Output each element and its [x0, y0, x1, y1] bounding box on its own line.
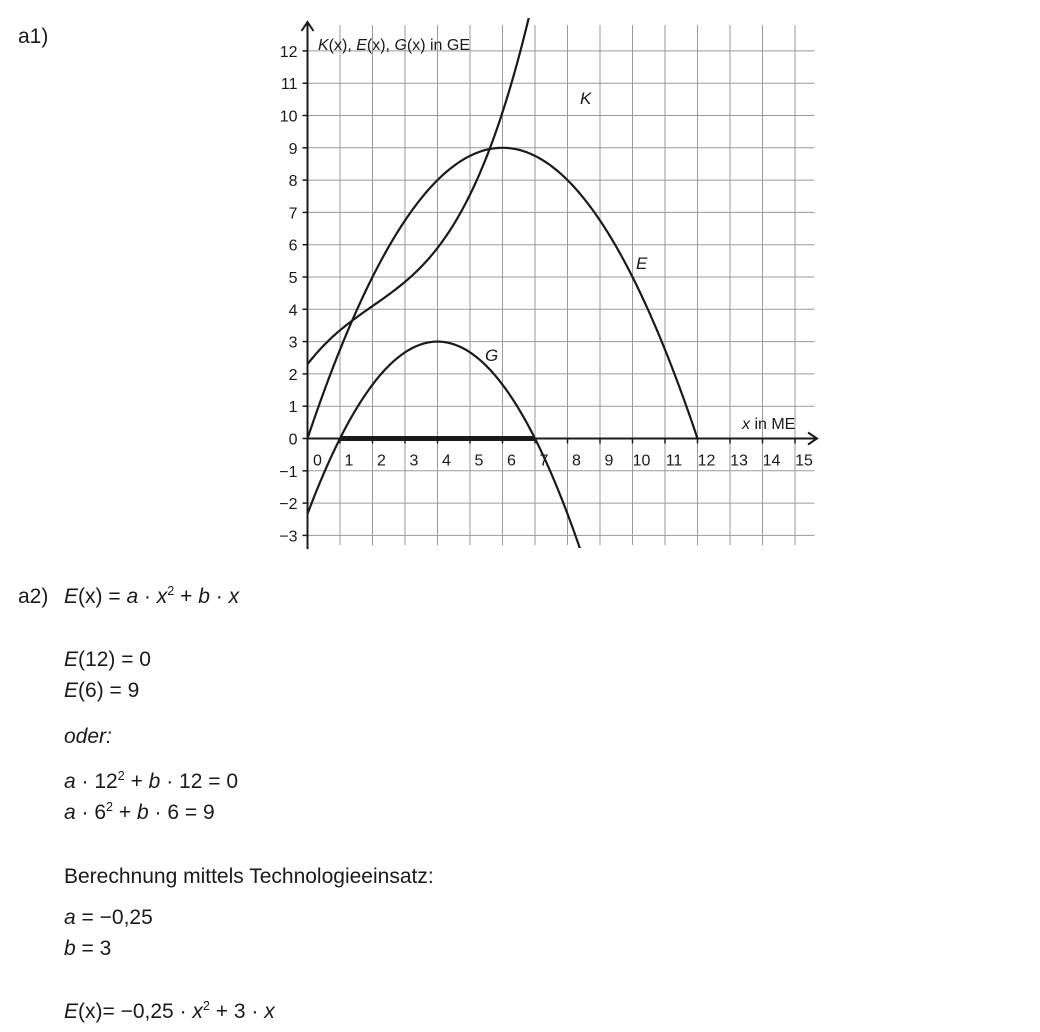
result-b: b = 3 [64, 937, 112, 960]
oder-text: oder: [64, 725, 112, 748]
x-tick-label: 13 [730, 452, 748, 470]
tick-labels [279, 44, 813, 546]
x-tick-label: 15 [795, 452, 813, 470]
y-tick-label: 9 [288, 140, 298, 158]
equation-2: $a \cdot 6^2 + b \cdot 6 = 9$ [64, 800, 215, 824]
x-tick-label: 8 [572, 452, 581, 470]
curve-label-E: E [636, 254, 648, 273]
y-tick-label: −2 [279, 496, 298, 514]
y-tick-label: 10 [279, 108, 298, 126]
x-tick-label: 11 [665, 452, 683, 470]
y-axis-label: K(x), E(x), G(x) in GE [318, 37, 471, 54]
x-tick-label: 7 [539, 452, 549, 470]
y-tick-label: 6 [288, 237, 298, 255]
result-a: a = −0,25 [64, 906, 153, 929]
x-tick-label: 12 [697, 452, 716, 470]
x-tick-label: 1 [344, 452, 354, 470]
x-tick-label: 0 [313, 452, 322, 470]
curve-labels [485, 89, 648, 365]
y-tick-label: −3 [279, 528, 298, 546]
y-tick-label: 12 [279, 43, 298, 61]
x-tick-label: 4 [442, 452, 451, 470]
label-a2: a2) [18, 585, 49, 608]
y-tick-label: 8 [288, 173, 298, 191]
condition-e12: E(12) = 0 [64, 648, 151, 671]
y-tick-label: 1 [288, 399, 298, 417]
y-tick-label: −1 [279, 463, 298, 481]
curve-label-G: G [485, 346, 499, 365]
formula-general: $E(x) = a \cdot x^2 + b \cdot x$ [64, 584, 240, 608]
x-axis-label: x in ME [742, 416, 796, 433]
y-tick-label: 0 [288, 431, 298, 449]
y-tick-label: 7 [288, 205, 298, 223]
axes [302, 22, 818, 549]
x-tick-label: 2 [377, 452, 386, 470]
curve-label-K: K [580, 89, 592, 108]
x-tick-label: 9 [604, 452, 614, 470]
y-tick-label: 2 [288, 366, 298, 384]
equation-1: $a \cdot 12^2 + b \cdot 12 = 0$ [64, 769, 238, 793]
condition-e6: E(6) = 9 [64, 679, 140, 702]
final-formula: $E(x)= -0,25 \cdot x^2 + 3 \cdot x$ [64, 999, 275, 1023]
y-tick-label: 4 [288, 302, 298, 320]
x-tick-label: 5 [474, 452, 484, 470]
berechnung-text: Berechnung mittels Technologieeinsatz: [64, 865, 434, 888]
y-tick-label: 3 [288, 334, 298, 352]
y-tick-label: 5 [288, 270, 298, 287]
x-tick-label: 6 [507, 452, 516, 470]
x-tick-label: 3 [409, 452, 419, 470]
label-a1: a1) [18, 25, 49, 48]
y-tick-label: 11 [280, 76, 298, 94]
x-tick-label: 10 [632, 452, 651, 470]
x-tick-label: 14 [762, 452, 781, 470]
